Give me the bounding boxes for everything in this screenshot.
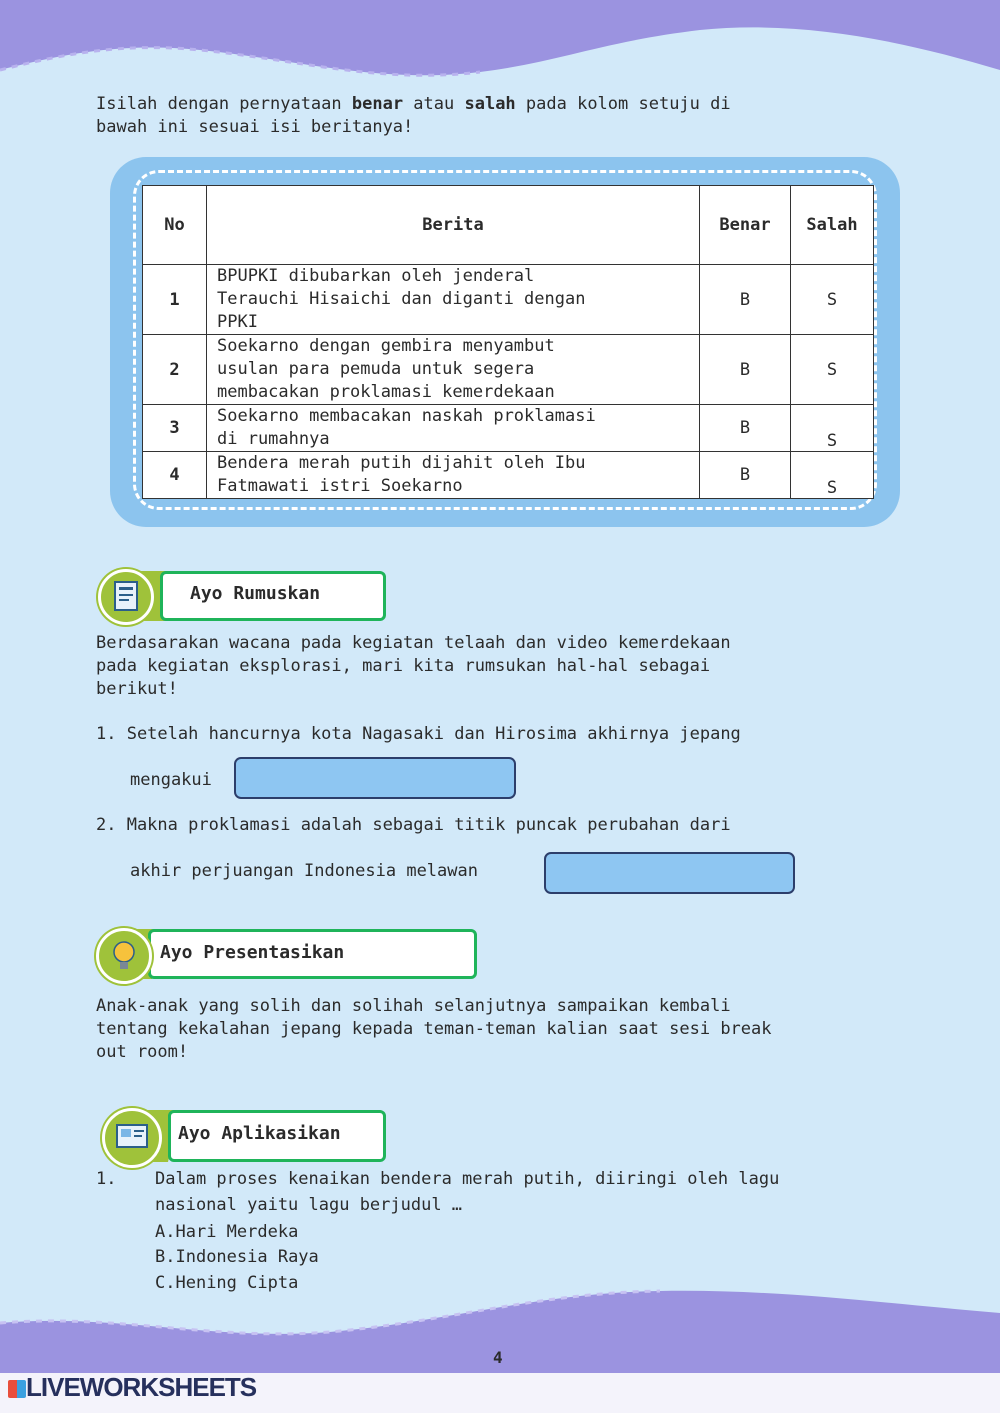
answer-input-2[interactable] (544, 852, 795, 894)
option-benar[interactable]: B (700, 265, 791, 335)
header-salah: Salah (791, 186, 874, 265)
option-b[interactable]: B.Indonesia Raya (155, 1247, 319, 1267)
option-benar[interactable]: B (700, 335, 791, 405)
aplikasikan-question-number: 1. (96, 1169, 117, 1189)
rumuskan-question-1: 1. Setelah hancurnya kota Nagasaki dan Hirosima akhirnya jepang (96, 724, 741, 744)
table-header-row (143, 186, 874, 265)
table-row (143, 335, 874, 405)
header-no: No (143, 186, 207, 265)
monitor-icon (102, 1108, 162, 1168)
table-row (143, 265, 874, 335)
option-a[interactable]: A.Hari Merdeka (155, 1222, 299, 1242)
top-wave-decoration (0, 0, 1000, 100)
presentasikan-title: Ayo Presentasikan (160, 942, 345, 963)
header-berita: Berita (207, 186, 700, 265)
header-benar: Benar (700, 186, 791, 265)
aplikasikan-title: Ayo Aplikasikan (178, 1123, 341, 1144)
row-number: 1 (143, 265, 207, 335)
option-benar[interactable]: B (700, 452, 791, 499)
option-salah[interactable]: S (791, 405, 874, 452)
news-table (142, 185, 874, 499)
row-statement: Bendera merah putih dijahit oleh Ibu Fatmawati istri Soekarno (207, 452, 700, 499)
option-benar[interactable]: B (700, 405, 791, 452)
table-row (143, 405, 874, 452)
rumuskan-question-2: 2. Makna proklamasi adalah sebagai titik puncak perubahan dari (96, 815, 731, 835)
page-number: 4 (493, 1348, 503, 1367)
aplikasikan-question-line2: nasional yaitu lagu berjudul … (155, 1195, 463, 1215)
rumuskan-question-1-cont: mengakui (130, 770, 212, 790)
row-number: 3 (143, 405, 207, 452)
table-row (143, 452, 874, 499)
rumuskan-paragraph: Berdasarakan wacana pada kegiatan telaah dan video kemerdekaan pada kegiatan eksplorasi, mari kita rumsukan hal-hal sebagai berikut! (96, 633, 731, 699)
row-statement: Soekarno dengan gembira menyambut usulan para pemuda untuk segera membacakan proklamasi kemerdekaan (207, 335, 700, 405)
intro-text: Isilah dengan pernyataan benar atau salah pada kolom setuju di bawah ini sesuai isi beritanya! (96, 94, 731, 137)
option-salah[interactable]: S (791, 265, 874, 335)
option-salah[interactable]: S (791, 335, 874, 405)
aplikasikan-question-line1: Dalam proses kenaikan bendera merah putih, diiringi oleh lagu (155, 1169, 780, 1189)
lightbulb-icon (96, 928, 152, 984)
row-statement: Soekarno membacakan naskah proklamasi di rumahnya (207, 405, 700, 452)
row-number: 2 (143, 335, 207, 405)
answer-input-1[interactable] (234, 757, 516, 799)
logo-icon (8, 1380, 26, 1398)
option-c[interactable]: C.Hening Cipta (155, 1273, 299, 1293)
row-number: 4 (143, 452, 207, 499)
rumuskan-question-2-cont: akhir perjuangan Indonesia melawan (130, 861, 478, 881)
liveworksheets-logo: LIVEWORKSHEETS (8, 1372, 256, 1403)
row-statement: BPUPKI dibubarkan oleh jenderal Terauchi Hisaichi dan diganti dengan PPKI (207, 265, 700, 335)
rumuskan-title: Ayo Rumuskan (190, 583, 321, 604)
option-salah[interactable]: S (791, 452, 874, 499)
presentasikan-paragraph: Anak-anak yang solih dan solihah selanjutnya sampaikan kembali tentang kekalahan jepang kepada teman-teman kalian saat sesi break out room! (96, 996, 772, 1062)
document-icon (98, 569, 154, 625)
